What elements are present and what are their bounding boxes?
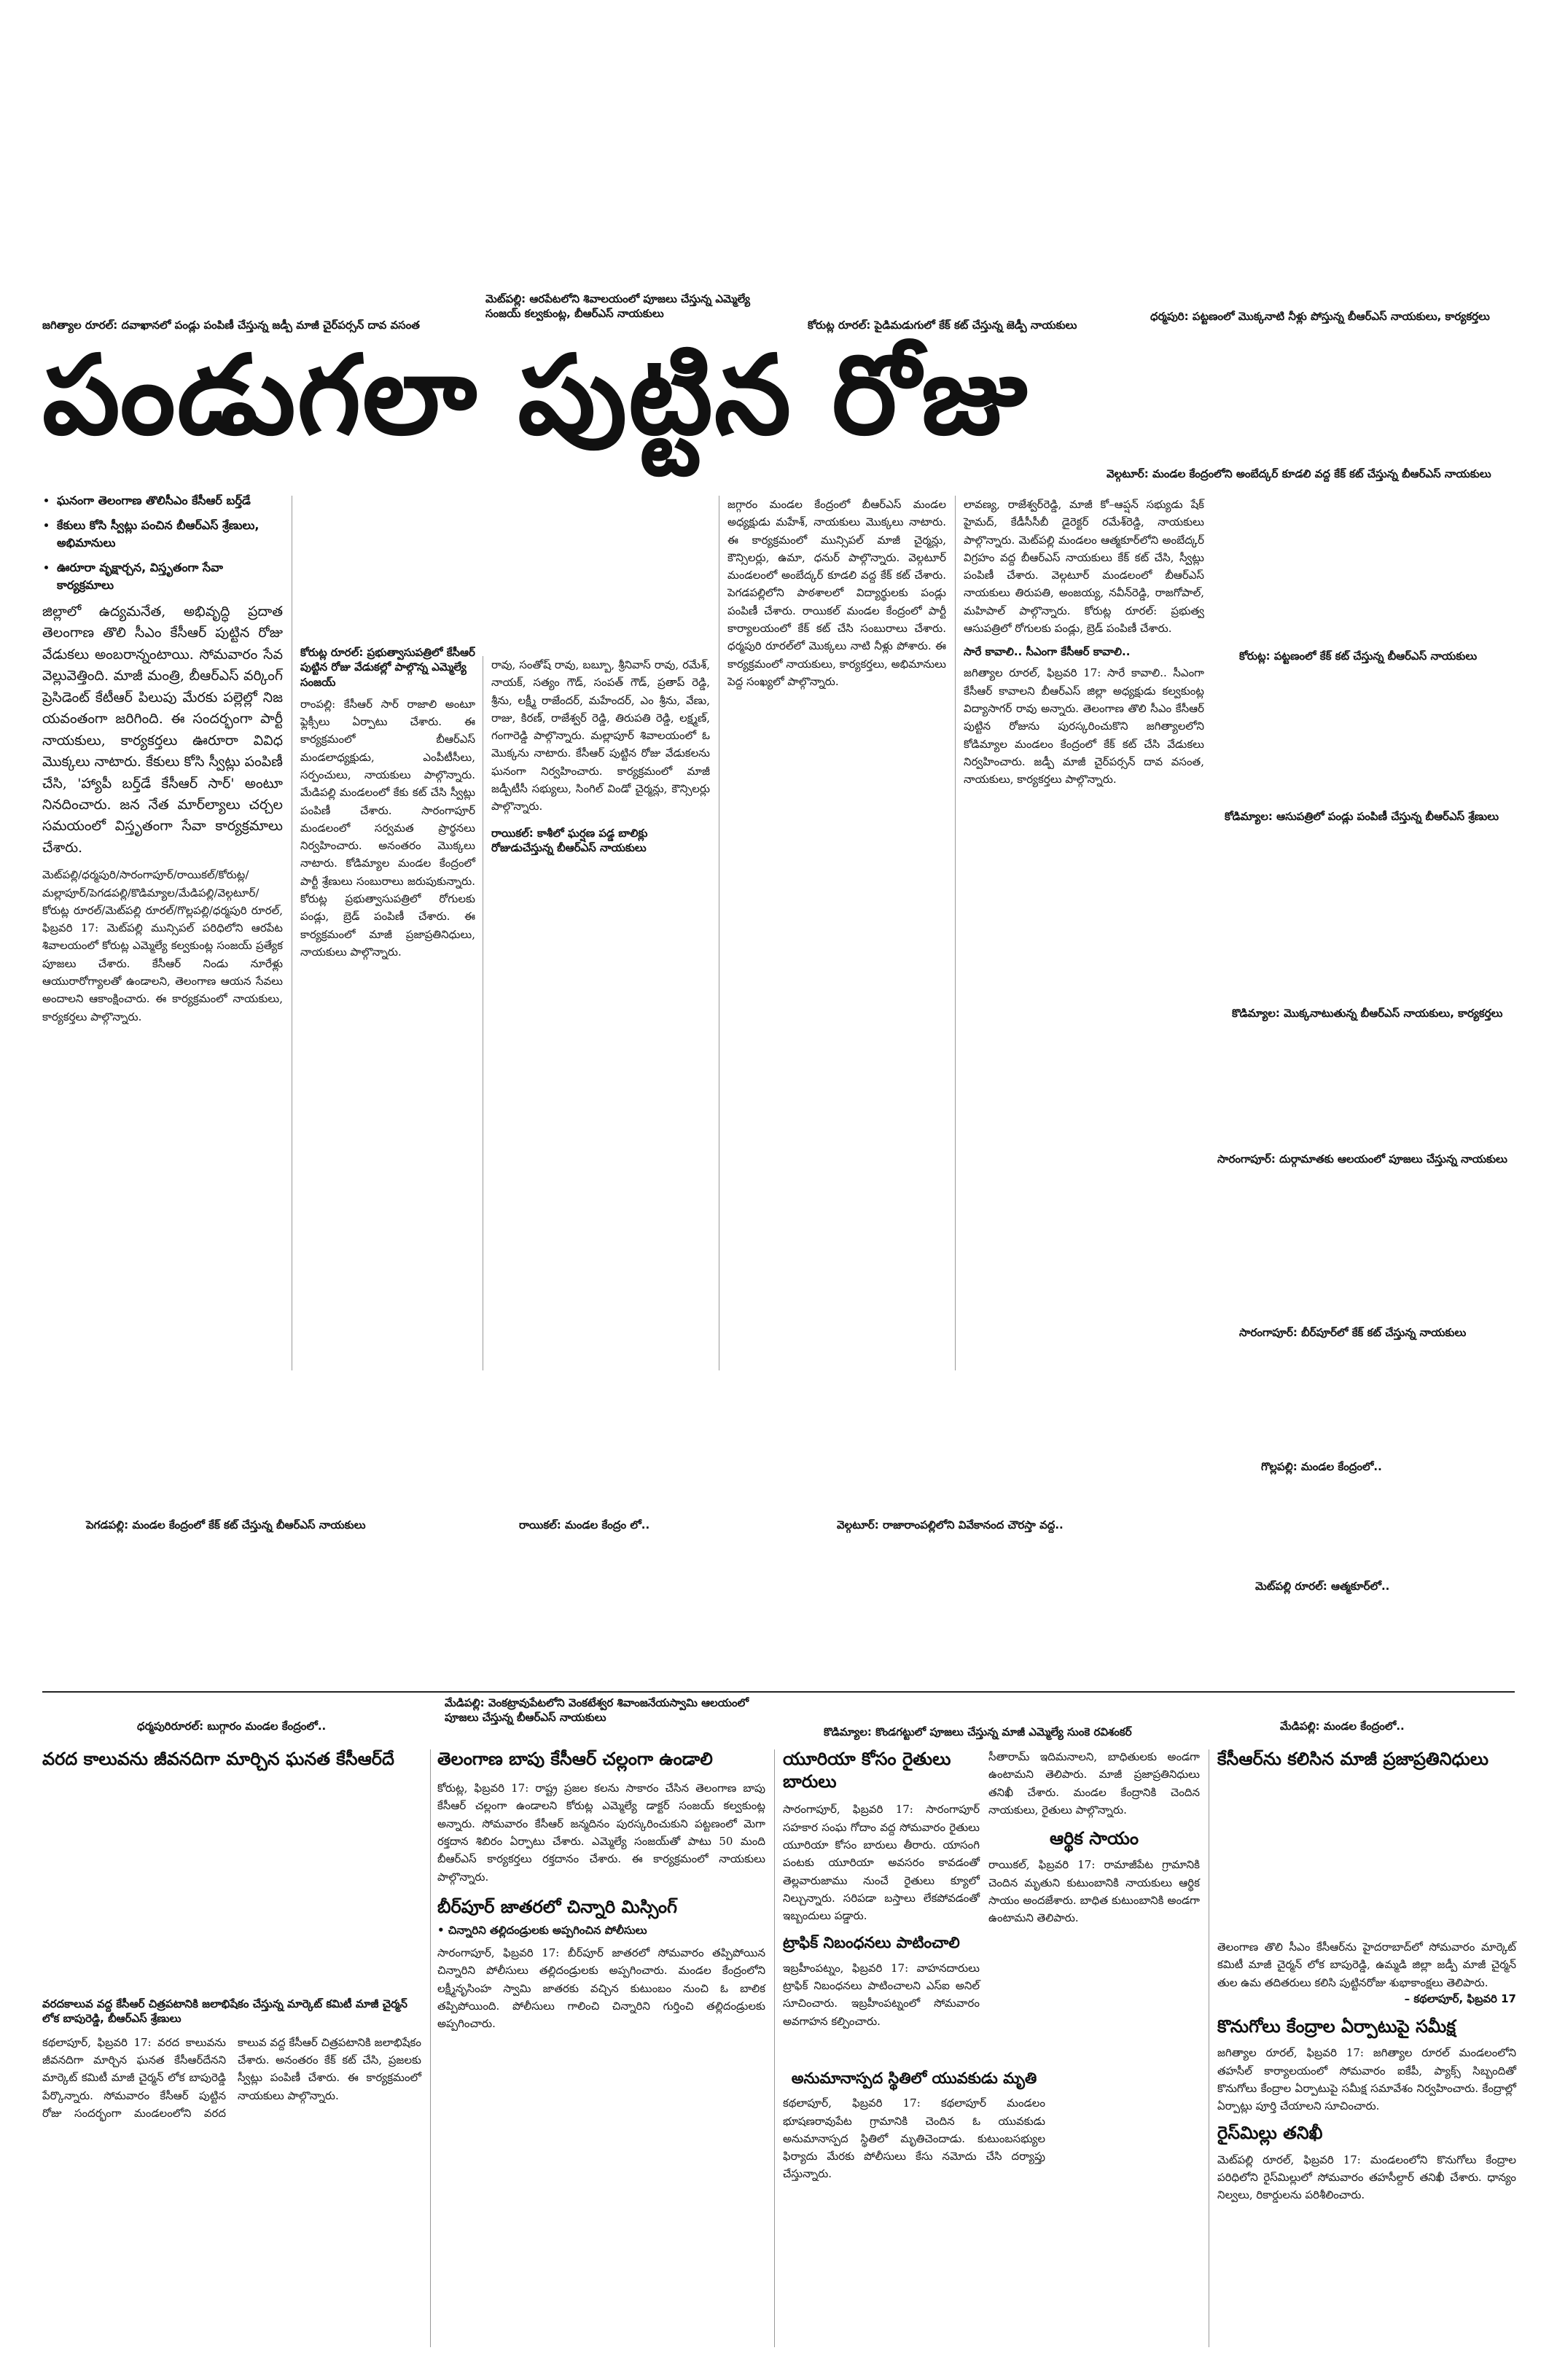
photo-caption-jagtial: జగిత్యాల రూరల్‌: దవాఖానలో పండ్లు పంపిణీ చేస్తున్న జడ్పీ మాజీ చైర్‌పర్సన్‌ దావ వసంత [42, 319, 420, 332]
headline: యూరియా కోసం రైతులు బారులు [783, 1749, 951, 1792]
story-body: కోరుట్ల, ఫిబ్రవరి 17: రాష్ట్ర ప్రజల కలను సాకారం చేసిన తెలంగాణ బాపు కేసీఆర్‌ చల్లంగా ఉండాలని కోరుట్ల ఎమ్మెల్యే డాక్టర్‌ సంజయ్‌ కల్వకుంట్ల అన్నారు. సోమవారం కేసీఆర్‌ జన్మదినం పురస్కరించుకుని పట్టణంలో మెగా రక్తదాన శిబిరం ఏర్పాటు చేశారు. ఎమ్మెల్యే సంజయ్‌తో పాటు 50 మంది బీఆర్‌ఎస్‌ కార్యకర్తలు రక్తదానం చేశారు. ఈ కార్యక్రమంలో నాయకులు పాల్గొన్నారు. [437, 1782, 765, 1884]
story-met-kcr [1217, 1748, 1516, 2204]
column-3 [491, 656, 710, 855]
photo-caption-pegadapalli: పెగడపల్లి: మండల కేంద్రంలో కేక్‌ కట్‌ చేస్తున్న బీఆర్‌ఎస్‌ నాయకులు [86, 1518, 366, 1532]
headline: ట్రాఫిక్‌ నిబంధనలు పాటించాలి [783, 1934, 960, 1952]
section-divider [42, 1691, 1515, 1693]
story-body: కథలాపూర్‌, ఫిబ్రవరి 17: కథలాపూర్‌ మండలం భూషణరావుపేట గ్రామానికి చెందిన ఓ యువకుడు అనుమానాస్పద స్థితిలో మృతిచెందాడు. కుటుంబసభ్యుల ఫిర్యాదు మేరకు పోలీసులు కేసు నమోదు చేసి దర్యాప్తు చేస్తున్నారు. [783, 2096, 1045, 2181]
story-subhead: • చిన్నారిని తల్లిదండ్రులకు అప్పగించిన పోలీసులు [437, 1924, 647, 1938]
column-divider [430, 1749, 431, 2347]
headline: కేసీఆర్‌ను కలిసిన మాజీ ప్రజాప్రతినిధులు [1217, 1749, 1489, 1769]
headline: అనుమానాస్పద స్థితిలో యువకుడు మృతి [791, 2069, 1037, 2087]
story-suspicious-death [783, 2069, 1045, 2183]
story-urea-queues [783, 1748, 980, 2030]
lead-paragraph: జిల్లాలో ఉద్యమనేత, అభివృద్ధి ప్రదాత తెలంగాణ తొలి సీఎం కేసీఆర్‌ పుట్టిన రోజు వేడుకలు అంబరాన్నంటాయి. సోమవారం సేవ వెల్లువెత్తింది. మాజీ మంత్రి, బీఆర్‌ఎస్‌ వర్కింగ్‌ ప్రెసిడెంట్‌ కేటీఆర్‌ పిలుపు మేరకు పల్లెల్లో నిజ యవంతంగా జరిగింది. ఈ సందర్భంగా పార్టీ నాయకులు, కార్యకర్తలు ఊరూరా వివిధ మొక్కలు నాటారు. కేకులు కోసి స్వీట్లు పంపిణీ చేసి, 'హ్యాపీ బర్త్‌డే కేసీఆర్‌ సార్‌' అంటూ నినదించారు. జన నేత మార్‌ల్యాలు చర్చల సమయంలో విస్తృతంగా సేవా కార్యక్రమాలు చేశారు. [42, 604, 283, 856]
photo-caption-flood-canal: వరదకాలువ వద్ద కేసీఆర్‌ చిత్రపటానికి జలాభిషేకం చేస్తున్న మార్కెట్‌ కమిటీ మాజీ చైర్మన్‌ లోక బాపురెడ్డి, బీఆర్‌ఎస్‌ శ్రేణులు [42, 1997, 407, 2026]
photo-caption-raikal: రాయికల్‌: కాశీలో ఘర్షణ పడ్డ బాలిక్లు రోజుడుచేస్తున్న బీఆర్‌ఎస్‌ నాయకులు [491, 826, 648, 854]
photo-caption-medipalli: మేడిపల్లి: మండల కేంద్రంలో.. [1280, 1720, 1405, 1733]
photo-caption-gollapalli: గొల్లపల్లి: మండల కేంద్రంలో.. [1261, 1460, 1382, 1473]
photo-caption-kodimyala-kondagattu: కొడిమ్యాల: కొండగట్టులో పూజలు చేస్తున్న మాజీ ఎమ్మెల్యే సుంకె రవిశంకర్‌ [824, 1725, 1132, 1739]
headline: కొనుగోలు కేంద్రాల ఏర్పాటుపై సమీక్ష [1217, 2016, 1456, 2037]
bullet-item: • ఊరూరా వృక్షార్చన, విస్తృతంగా సేవా కార్యక్రమాలు [57, 559, 283, 594]
photo-caption-korutla-rural: కోరుట్ల రూరల్‌: పైడిమడుగులో కేక్‌ కట్‌ చేస్తున్న జెడ్పీ నాయకులు [808, 319, 1077, 332]
page-title: పండుగలా పుట్టిన రోజు [42, 332, 1029, 459]
headline: రైస్‌మిల్లు తనిఖీ [1217, 2123, 1323, 2144]
story-financial-aid [988, 1748, 1200, 1927]
story-body: కథలాపూర్‌, ఫిబ్రవరి 17: వరద కాలువను జీవనదిగా మార్చిన ఘనత కేసీఆర్‌దేనని మార్కెట్‌ కమిటీ మాజీ చైర్మన్‌ లోక బాపురెడ్డి పేర్కొన్నారు. సోమవారం కేసీఆర్‌ పుట్టిన రోజు సందర్భంగా మండలంలోని వరద కాలువ వద్ద కేసీఆర్‌ చిత్రపటానికి జలాభిషేకం చేశారు. అనంతరం కేక్‌ కట్‌ చేసి, ప్రజలకు స్వీట్లు పంపిణీ చేశారు. ఈ కార్యక్రమంలో నాయకులు పాల్గొన్నారు. [42, 2035, 421, 2120]
column-divider [955, 496, 956, 1370]
column-5-body: లావణ్య, రాజేశ్వర్‌రెడ్డి, మాజీ కో–ఆప్షన్‌ సభ్యుడు షేక్‌ హైమద్‌, కేడీసీసీబీ డైరెక్టర్‌ రమేశ్‌రెడ్డి, నాయకులు పాల్గొన్నారు. మెట్‌పల్లి మండలం ఆత్మకూర్‌లోని అంబేద్కర్‌ విగ్రహం వద్ద బీఆర్‌ఎస్‌ నాయకులు కేక్‌ కట్‌ చేసి, స్వీట్లు పంపిణీ చేశారు. వెల్గటూర్‌ మండలంలో బీఆర్‌ఎస్‌ నాయకులు తిరుపతి, అంజయ్య, నవీన్‌రెడ్డి, రాజగోపాల్‌, మహిపాల్‌ పాల్గొన్నారు. కోరుట్ల రూరల్‌: ప్రభుత్వ ఆసుపత్రిలో రోగులకు పండ్లు, బ్రెడ్‌ పంపిణీ చేశారు. [964, 498, 1204, 636]
bullet-item: • కేకులు కోసి స్వీట్లు పంచిన బీఆర్‌ఎస్‌ శ్రేణులు, అభిమానులు [57, 517, 283, 552]
photo-caption-dharmapuri-rural: ధర్మపురిరూరల్‌: బుగ్గారం మండల కేంద్రంలో.. [137, 1720, 327, 1733]
column-1-body: మెట్‌పల్లి/ధర్మపురి/సారంగాపూర్‌/రాయికల్‌/కోరుట్ల/మల్లాపూర్‌/పెగడపల్లి/కొడిమ్యాల/మేడిపల్లి/వెల్గటూర్‌/కోరుట్ల రూరల్‌/మెట్‌పల్లి రూరల్‌/గొల్లపల్లి/ధర్మపురి రూరల్‌, ఫిబ్రవరి 17: మెట్‌పల్లి మున్సిపల్‌ పరిధిలోని ఆరపేట శివాలయంలో కోరుట్ల ఎమ్మెల్యే కల్వకుంట్ల సంజయ్‌ ప్రత్యేక పూజలు చేశారు. కేసీఆర్‌ నిండు నూరేళ్లు ఆయురారోగ్యాలతో ఉండాలని, తెలంగాణ ఆయన సేవలు అందాలని ఆకాంక్షించారు. ఈ కార్యక్రమంలో నాయకులు, కార్యకర్తలు పాల్గొన్నారు. [42, 868, 283, 1023]
photo-caption-kodimyala: కోడిమ్యాల: ఆసుపత్రిలో పండ్లు పంపిణీ చేస్తున్న బీఆర్‌ఎస్‌ శ్రేణులు [1225, 810, 1499, 823]
story-body: సారంగాపూర్‌, ఫిబ్రవరి 17: బీర్‌పూర్‌ జాతరలో సోమవారం తప్పిపోయిన చిన్నారిని పోలీసులు తల్లిదండ్రులకు అప్పగించారు. మండల కేంద్రంలోని లక్ష్మీనృసింహ స్వామి జాతరకు వచ్చిన కుటుంబం నుంచి ఓ బాలిక తప్పిపోయింది. పోలీసులు గాలించి చిన్నారిని గుర్తించి తల్లిదండ్రులకు అప్పగించారు. [437, 1946, 765, 2031]
headline: ఆర్థిక సాయం [1049, 1828, 1139, 1849]
story-body: జగిత్యాల రూరల్‌, ఫిబ్రవరి 17: జగిత్యాల రూరల్‌ మండలంలోని తహసీల్‌ కార్యాలయంలో సోమవారం ఐకేపీ, ప్యాక్స్‌ సిబ్బందితో కొనుగోలు కేంద్రాల ఏర్పాటుపై సమీక్ష సమావేశం నిర్వహించారు. కేంద్రాల్లో ఏర్పాట్లు పూర్తి చేయాలని సూచించారు. [1217, 2046, 1516, 2113]
story-body: సారంగాపూర్‌, ఫిబ్రవరి 17: సారంగాపూర్‌ సహకార సంఘ గోదాం వద్ద సోమవారం రైతులు యూరియా కోసం బారులు తీరారు. యాసంగి పంటకు యూరియా అవసరం కావడంతో తెల్లవారుజాము నుంచే రైతులు క్యూలో నిల్చున్నారు. సరిపడా బస్తాలు లేకపోవడంతో ఇబ్బందులు పడ్డారు. [783, 1803, 980, 1923]
photo-caption-medipalli-temple: మేడిపల్లి: వెంకట్రావుపేటలోని వెంకటేశ్వర శివాంజనేయస్వామి ఆలయంలో పూజలు చేస్తున్న బీఆర్‌ఎస్‌ నాయకులు [445, 1696, 749, 1725]
column-divider [774, 1749, 775, 2347]
column-4 [727, 496, 946, 690]
story-body: ఇబ్రహీంపట్నం, ఫిబ్రవరి 17: వాహనదారులు ట్రాఫిక్‌ నిబంధనలు పాటించాలని ఎస్‌ఐ అనిల్‌ సూచించారు. ఇబ్రహీంపట్నంలో సోమవారం అవగాహన కల్పించారు. [783, 1961, 980, 2028]
column-3-body: రావు, సంతోష్‌ రావు, బబ్బూ, శ్రీనివాస్‌ రావు, రమేశ్‌, నాయక్‌, సత్యం గౌడ్‌, సంపత్‌ గౌడ్‌, ప్రతాప్‌ రెడ్డి, శ్రీను, లక్ష్మీ రాజేందర్‌, మహేందర్‌, ఎం శ్రీను, వేణు, రాజు, కిరణ్‌, రాజేశ్వర్‌ రెడ్డి, తిరుపతి రెడ్డి, లక్ష్మణ్‌, గంగారెడ్డి పాల్గొన్నారు. మల్లాపూర్‌ శివాలయంలో ఓ మొక్కను నాటారు. కేసీఆర్‌ పుట్టిన రోజు వేడుకలను ఘనంగా నిర్వహించారు. కార్యక్రమంలో మాజీ జడ్పీటీసీ సభ్యులు, సింగిల్‌ విండో చైర్మన్లు, కౌన్సిలర్లు పాల్గొన్నారు. [491, 658, 710, 814]
highlight-bullets [42, 492, 283, 594]
photo-caption-velgatur: వెల్గటూర్‌: రాజారాంపల్లిలోని వివేకానంద చౌరస్తా వద్ద.. [837, 1518, 1064, 1532]
headline: వరద కాలువను జీవనదిగా మార్చిన ఘనత కేసీఆర్‌దే [42, 1749, 394, 1769]
story-body: రాయికల్‌, ఫిబ్రవరి 17: రామాజీపేట గ్రామానికి చెందిన మృతుని కుటుంబానికి నాయకులు ఆర్థిక సాయం అందజేశారు. బాధిత కుటుంబానికి అండగా ఉంటామని తెలిపారు. [988, 1858, 1200, 1925]
photo-caption-dharmapuri: ధర్మపురి: పట్టణంలో మొక్కనాటి నీళ్లు పోస్తున్న బీఆర్‌ఎస్‌ నాయకులు, కార్యకర్తలు [1150, 310, 1490, 323]
story-flood-canal [42, 1748, 421, 2122]
photo-caption-kodimyala-plants: కొడిమ్యాల: మొక్కనాటుతున్న బీఆర్‌ఎస్‌ నాయకులు, కార్యకర్తలు [1232, 1007, 1503, 1020]
story-telangana-bapu [437, 1748, 765, 2033]
column-1 [42, 492, 283, 1026]
column-5 [964, 496, 1204, 788]
photo-caption-sarangapur-temple: సారంగాపూర్‌: దుర్గామాతకు ఆలయంలో పూజలు చేస్తున్న నాయకులు [1217, 1152, 1507, 1166]
headline: తెలంగాణ బాపు కేసీఆర్‌ చల్లంగా ఉండాలి [437, 1749, 713, 1769]
photo-caption-birpur: సారంగాపూర్‌: బీర్‌పూర్‌లో కేక్‌ కట్‌ చేస్తున్న నాయకులు [1239, 1326, 1467, 1339]
dateline: – కథలాపూర్‌, ఫిబ్రవరి 17 [1404, 1992, 1516, 2006]
story-body: సీతారామ్‌ ఇదిమనాలని, బాధితులకు అండగా ఉంటామని తెలిపారు. మాజీ ప్రజాప్రతినిధులు తనిఖీ చేశారు. మండల కేంద్రానికి చెందిన నాయకులు, రైతులు పాల్గొన్నారు. [988, 1750, 1200, 1817]
column-2 [300, 492, 475, 961]
story-body: మెట్‌పల్లి రూరల్‌, ఫిబ్రవరి 17: మండలంలోని కొనుగోలు కేంద్రాల పరిధిలోని రైస్‌మిల్లులో సోమవారం తహసీల్దార్‌ తనిఖీ చేశారు. ధాన్యం నిల్వలు, రికార్డులను పరిశీలించారు. [1217, 2153, 1516, 2202]
photo-caption-korutla: కోరుట్ల: పట్టణంలో కేక్‌ కట్‌ చేస్తున్న బీఆర్‌ఎస్‌ నాయకులు [1239, 649, 1478, 663]
photo-caption-velgatur-top: వెల్గటూర్‌: మండల కేంద్రంలోని అంబేద్కర్‌ కూడలి వద్ద కేక్‌ కట్‌ చేస్తున్న బీఆర్‌ఎస్‌ నాయకులు [1107, 467, 1491, 480]
column-4-body: జగ్గారం మండల కేంద్రంలో బీఆర్‌ఎస్‌ మండల అధ్యక్షుడు మహేశ్‌, నాయకులు మొక్కలు నాటారు. ఈ కార్యక్రమంలో మున్సిపల్‌ మాజీ చైర్మన్లు, కౌన్సిలర్లు, ఉమా, ధనుర్‌ పాల్గొన్నారు. వెల్గటూర్‌ మండలంలో అంబేద్కర్‌ కూడలి వద్ద కేక్‌ కట్‌ చేశారు. పెగడపల్లిలోని పాఠశాలలో విద్యార్థులకు పండ్లు పంపిణీ చేశారు. రాయికల్‌ మండల కేంద్రంలో పార్టీ కార్యాలయంలో కేక్‌ కట్‌ చేసి సంబురాలు చేశారు. ధర్మపురి రూరల్‌లో మొక్కలు నాటి నీళ్లు పోశారు. ఈ కార్యక్రమంలో నాయకులు, కార్యకర్తలు, అభిమానులు పెద్ద సంఖ్యలో పాల్గొన్నారు. [727, 498, 946, 688]
photo-caption-raikal-2: రాయికల్‌: మండల కేంద్రం లో.. [519, 1518, 650, 1532]
story-body: తెలంగాణ తొలి సీఎం కేసీఆర్‌ను హైదరాబాద్‌లో సోమవారం మార్కెట్‌ కమిటీ మాజీ చైర్మన్‌ లోక బాపురెడ్డి, ఉమ్మడి జిల్లా జడ్పీ మాజీ చైర్మన్‌ తుల ఉమ తదితరులు కలిసి పుట్టినరోజు శుభాకాంక్షలు తెలిపారు. [1217, 1940, 1516, 1989]
column-2-body: రాంపల్లి: కేసీఆర్‌ సార్‌ రాజాలి అంటూ ఫ్లెక్సీలు ఏర్పాటు చేశారు. ఈ కార్యక్రమంలో బీఆర్‌ఎస్‌ మండలాధ్యక్షుడు, ఎంపీటీసీలు, సర్పంచులు, నాయకులు పాల్గొన్నారు. మేడిపల్లి మండలంలో కేకు కట్‌ చేసి స్వీట్లు పంపిణీ చేశారు. సారంగాపూర్‌ మండలంలో సర్వమత ప్రార్థనలు నిర్వహించారు. అనంతరం మొక్కలు నాటారు. కోడిమ్యాల మండల కేంద్రంలో పార్టీ శ్రేణులు సంబురాలు జరుపుకున్నారు. కోరుట్ల ప్రభుత్వాసుపత్రిలో రోగులకు పండ్లు, బ్రెడ్‌ పంపిణీ చేశారు. ఈ కార్యక్రమంలో మాజీ ప్రజాప్రతినిధులు, నాయకులు పాల్గొన్నారు. [300, 697, 475, 959]
column-5-body-2: జగిత్యాల రూరల్‌, ఫిబ్రవరి 17: సారే కావాలి.. సీఎంగా కేసీఆర్‌ కావాలని బీఆర్‌ఎస్‌ జిల్లా అధ్యక్షుడు కల్వకుంట్ల విద్యాసాగర్‌ రావు అన్నారు. తెలంగాణ తొలి సీఎం కేసీఆర్‌ పుట్టిన రోజును పురస్కరించుకొని జగిత్యాలలోని కోడిమ్యాల మండలం కేంద్రంలో కేక్‌ కట్‌ చేసి వేడుకలు నిర్వహించారు. జడ్పీ మాజీ చైర్‌పర్సన్‌ దావ వసంత, నాయకులు, కార్యకర్తలు పాల్గొన్నారు. [964, 666, 1204, 787]
section-subhead: సారే కావాలి.. సీఎంగా కేసీఆర్‌ కావాలి.. [964, 645, 1131, 659]
photo-caption-metpalli: మెట్‌పల్లి: ఆరపేటలోని శివాలయంలో పూజలు చేస్తున్న ఎమ్మెల్యే సంజయ్‌ కల్వకుంట్ల, బీఆర్‌ఎస్‌ నాయకులు [485, 292, 750, 321]
headline: బీర్‌పూర్‌ జాతరలో చిన్నారి మిస్సింగ్‌ [437, 1896, 678, 1917]
photo-caption-korutla-hospital: కోరుట్ల రూరల్‌: ప్రభుత్వాసుపత్రిలో కేసీఆర్‌ పుట్టిన రోజు వేడుకల్లో పాల్గొన్న ఎమ్మెల్యే సంజయ్‌ [300, 646, 475, 689]
bullet-item: • ఘనంగా తెలంగాణ తొలిసీఎం కేసీఆర్‌ బర్త్‌డే [57, 492, 283, 510]
photo-caption-metpalli-rural: మెట్‌పల్లి రూరల్‌: ఆత్మకూర్‌లో.. [1255, 1580, 1390, 1593]
